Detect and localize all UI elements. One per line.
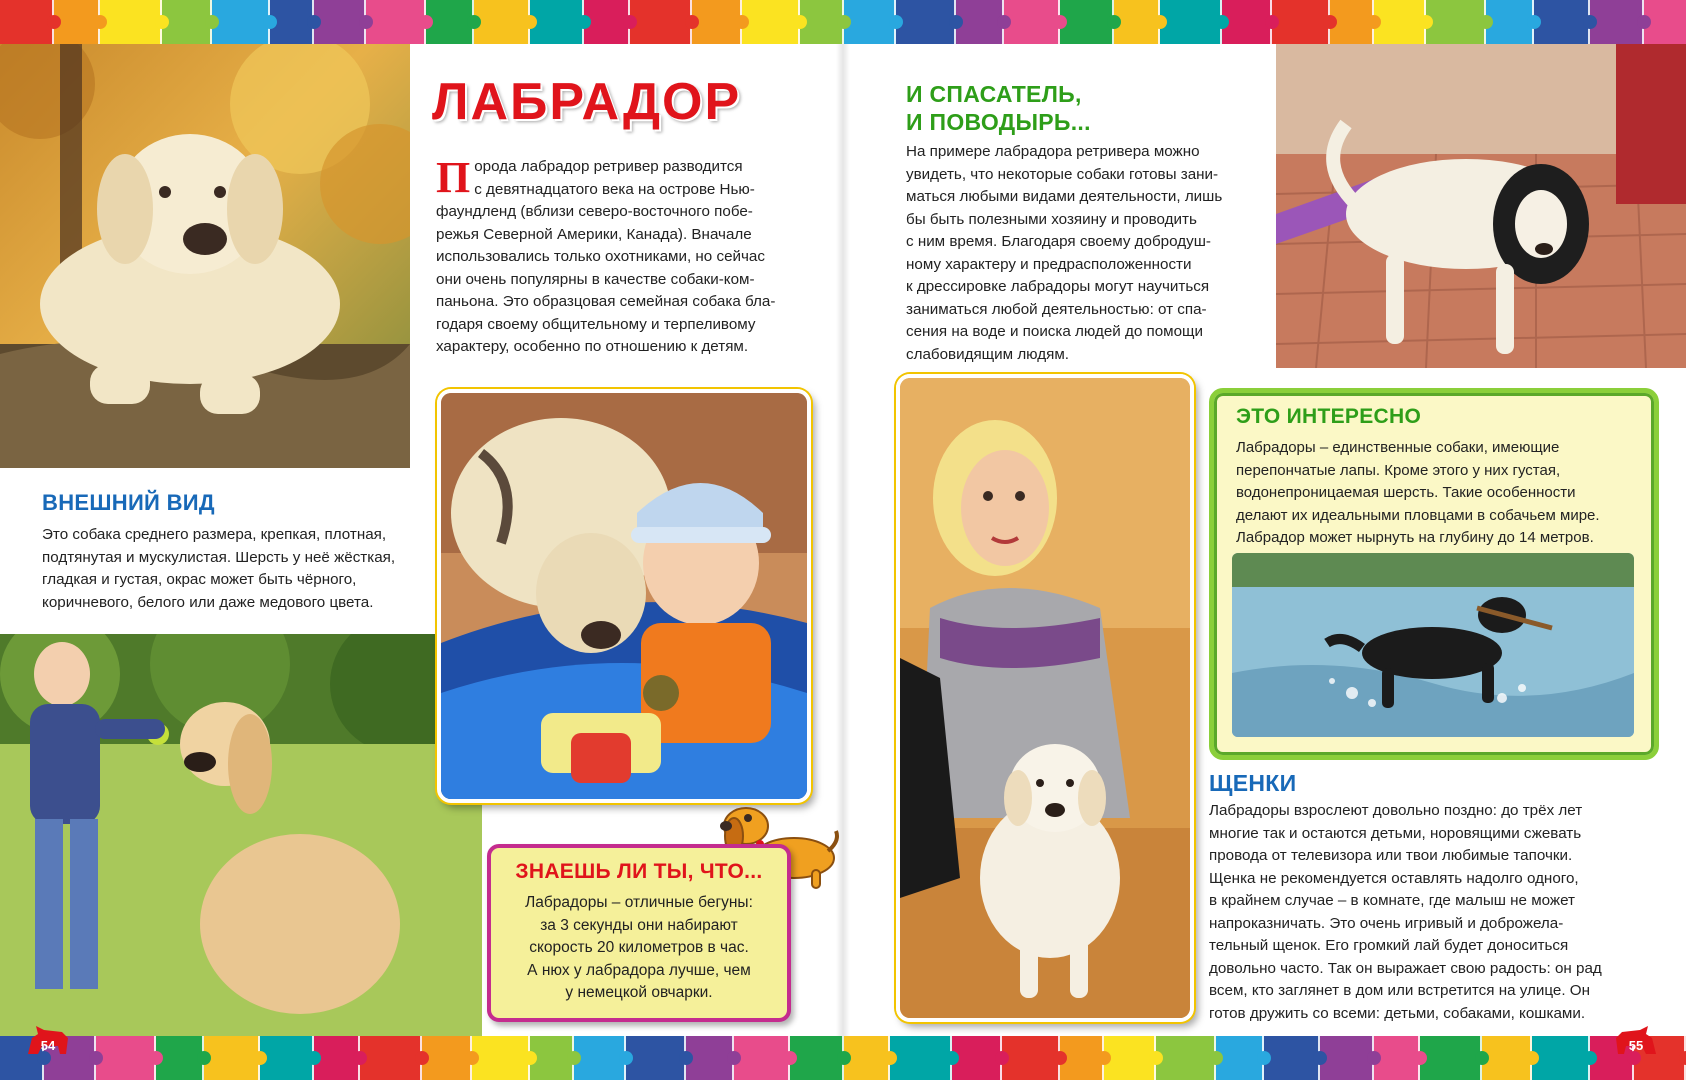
puzzle-piece <box>360 1036 422 1080</box>
appearance-line: Это собака среднего размера, крепкая, плотная, <box>42 526 387 543</box>
puzzle-piece <box>1002 1036 1060 1080</box>
puppies-line: тельный щенок. Его громкий лай будет доноситься <box>1209 937 1569 954</box>
rescuer-line: На примере лабрадора ретривера можно <box>906 143 1200 160</box>
did-you-know-line: А нюх у лабрадора лучше, чем <box>527 961 751 979</box>
intro-line: годаря своему общительному и терпеливому <box>436 315 756 333</box>
puzzle-piece <box>1486 0 1534 44</box>
intro-line: использовались только охотниками, но сейчас <box>436 248 765 265</box>
puzzle-piece <box>896 0 956 44</box>
puzzle-piece <box>530 0 584 44</box>
puppies-line: Щенка не рекомендуется оставлять надолго одного, <box>1209 869 1579 887</box>
puzzle-piece <box>790 1036 844 1080</box>
puzzle-piece <box>472 1036 530 1080</box>
did-you-know-line: скорость 20 километров в час. <box>529 939 749 956</box>
intro-line: режья Северной Америки, Канада). Вначале <box>436 225 752 243</box>
puzzle-piece <box>422 1036 472 1080</box>
page-number-left: 54 <box>22 1018 74 1062</box>
intro-line: фаундленд (вблизи северо-восточного побе- <box>436 203 753 220</box>
puzzle-piece <box>212 0 270 44</box>
puzzle-piece <box>0 0 54 44</box>
puzzle-piece <box>1264 1036 1320 1080</box>
puzzle-piece <box>314 0 366 44</box>
did-you-know-text <box>491 892 787 1005</box>
rescuer-line: с ним время. Благодаря своему добродуш- <box>906 233 1211 250</box>
puzzle-piece <box>1426 0 1486 44</box>
puzzle-piece <box>474 0 530 44</box>
puzzle-piece <box>952 1036 1002 1080</box>
puzzle-piece <box>426 0 474 44</box>
labrador-sniffing-toddler-in-cap-photo <box>437 389 811 803</box>
puzzle-piece <box>1320 1036 1374 1080</box>
puzzle-piece <box>1272 0 1330 44</box>
intro-line: с девятнадцатого века на острове Нью- <box>474 180 755 198</box>
interesting-line: Лабрадоры – единственные собаки, имеющие <box>1236 439 1560 456</box>
puppies-line: в крайнем случае – в комнате, где малыш не может <box>1209 892 1575 909</box>
appearance-line: подтянутая и мускулистая. Шерсть у неё жёсткая, <box>42 548 396 566</box>
puzzle-piece <box>1420 1036 1482 1080</box>
did-you-know-line: у немецкой овчарки. <box>565 984 713 1001</box>
rescuer-line: ному характеру и предрасположенности <box>906 255 1192 273</box>
page-title: ЛАБРАДОР <box>432 73 742 131</box>
puzzle-piece <box>626 1036 686 1080</box>
puzzle-piece <box>686 1036 734 1080</box>
puzzle-piece <box>574 1036 626 1080</box>
bottom-puzzle-border <box>0 1036 1686 1080</box>
puppies-text <box>1209 800 1659 1025</box>
rescuer-line: слабовидящим людям. <box>906 345 1069 363</box>
puppies-line: провода от телевизора или твои любимые тапочки. <box>1209 847 1573 864</box>
puzzle-piece <box>1160 0 1222 44</box>
did-you-know-heading: ЗНАЕШЬ ЛИ ТЫ, ЧТО... <box>515 860 763 883</box>
puzzle-piece <box>1590 0 1644 44</box>
puzzle-piece <box>956 0 1004 44</box>
puzzle-piece <box>1374 0 1426 44</box>
black-labrador-running-in-water-with-stick-photo <box>1232 553 1634 737</box>
puzzle-piece <box>1534 0 1590 44</box>
puzzle-piece <box>890 1036 952 1080</box>
intro-line: орода лабрадор ретривер разводится <box>474 158 743 175</box>
rescuer-line: маться любыми видами деятельности, лишь <box>906 188 1223 205</box>
intro-lines <box>436 153 806 359</box>
rescuer-line: к дрессировке лабрадоры могут научиться <box>906 278 1210 295</box>
puppies-line: готов дружить со всеми: детьми, собаками, кошками. <box>1209 1004 1586 1022</box>
puzzle-piece <box>100 0 162 44</box>
puzzle-piece <box>844 0 896 44</box>
puzzle-piece <box>1156 1036 1216 1080</box>
puppies-line: многие так и остаются детьми, норовящими сжевать <box>1209 824 1582 842</box>
puzzle-piece <box>1216 1036 1264 1080</box>
puzzle-piece <box>742 0 800 44</box>
intro-dropcap: П <box>436 153 471 202</box>
top-puzzle-border <box>0 0 1686 44</box>
yellow-labrador-lying-on-log-photo <box>0 44 410 468</box>
rescuer-line: сения на воде и поиска людей до помощи <box>906 323 1204 340</box>
puzzle-piece <box>1004 0 1060 44</box>
puzzle-piece <box>1104 1036 1156 1080</box>
puzzle-piece <box>162 0 212 44</box>
labrador-with-tire-on-neck-photo <box>1276 44 1686 368</box>
interesting-line: Лабрадор может нырнуть на глубину до 14 метров. <box>1236 529 1594 546</box>
puzzle-piece <box>260 1036 314 1080</box>
puzzle-piece <box>1060 0 1114 44</box>
puzzle-piece <box>366 0 426 44</box>
rescuer-line: бы быть полезными хозяину и проводить <box>906 210 1197 228</box>
puppies-line: всем, кто заглянет в дом или встретится на улице. Он <box>1209 982 1590 999</box>
puzzle-piece <box>156 1036 204 1080</box>
puzzle-piece <box>204 1036 260 1080</box>
interesting-line: водонепроницаемая шерсть. Такие особенности <box>1236 484 1576 501</box>
puzzle-piece <box>96 1036 156 1080</box>
rescuer-line: заниматься любой деятельностью: от спа- <box>906 300 1207 318</box>
puppies-line: напроказничать. Это очень игривый и доброжела- <box>1209 914 1564 932</box>
puzzle-piece <box>734 1036 790 1080</box>
rescuer-heading: И СПАСАТЕЛЬ, И ПОВОДЫРЬ... <box>906 81 1091 135</box>
did-you-know-line: Лабрадоры – отличные бегуны: <box>525 894 753 911</box>
interesting-line: перепончатые лапы. Кроме этого у них густая, <box>1236 461 1561 479</box>
interesting-heading: ЭТО ИНТЕРЕСНО <box>1236 405 1422 428</box>
interesting-box <box>1209 388 1659 760</box>
interesting-line: делают их идеальными пловцами в собачьем мире. <box>1236 506 1600 524</box>
puppies-line: Лабрадоры взрослеют довольно поздно: до трёх лет <box>1209 802 1583 819</box>
rescuer-text <box>906 141 1266 366</box>
did-you-know-box <box>487 844 791 1022</box>
appearance-line: коричневого, белого или даже медового цвета. <box>42 593 374 611</box>
puppies-line: довольно часто. Так он выражает свою радость: он рад <box>1209 959 1602 977</box>
puzzle-piece <box>630 0 692 44</box>
puppies-heading: ЩЕНКИ <box>1209 770 1297 796</box>
child-giving-ball-to-golden-labrador-photo <box>0 634 482 1036</box>
intro-line: они очень популярны в качестве собаки-ком- <box>436 270 755 288</box>
rescuer-line: увидеть, что некоторые собаки готовы зани- <box>906 165 1219 183</box>
intro-paragraph <box>436 153 806 359</box>
interesting-text <box>1236 437 1648 550</box>
appearance-text <box>42 524 442 614</box>
puzzle-piece <box>692 0 742 44</box>
did-you-know-line: за 3 секунды они набирают <box>540 916 738 934</box>
appearance-line: гладкая и густая, окрас может быть чёрного, <box>42 571 357 588</box>
woman-holding-labrador-puppy-photo <box>896 374 1194 1022</box>
puzzle-piece <box>1222 0 1272 44</box>
puzzle-piece <box>1532 1036 1590 1080</box>
page-number-right: 55 <box>1610 1018 1662 1062</box>
intro-line: паньона. Это образцовая семейная собака бла- <box>436 293 776 310</box>
intro-line: характеру, особенно по отношению к детям. <box>436 338 749 355</box>
puzzle-piece <box>1482 1036 1532 1080</box>
appearance-heading: ВНЕШНИЙ ВИД <box>42 490 215 515</box>
